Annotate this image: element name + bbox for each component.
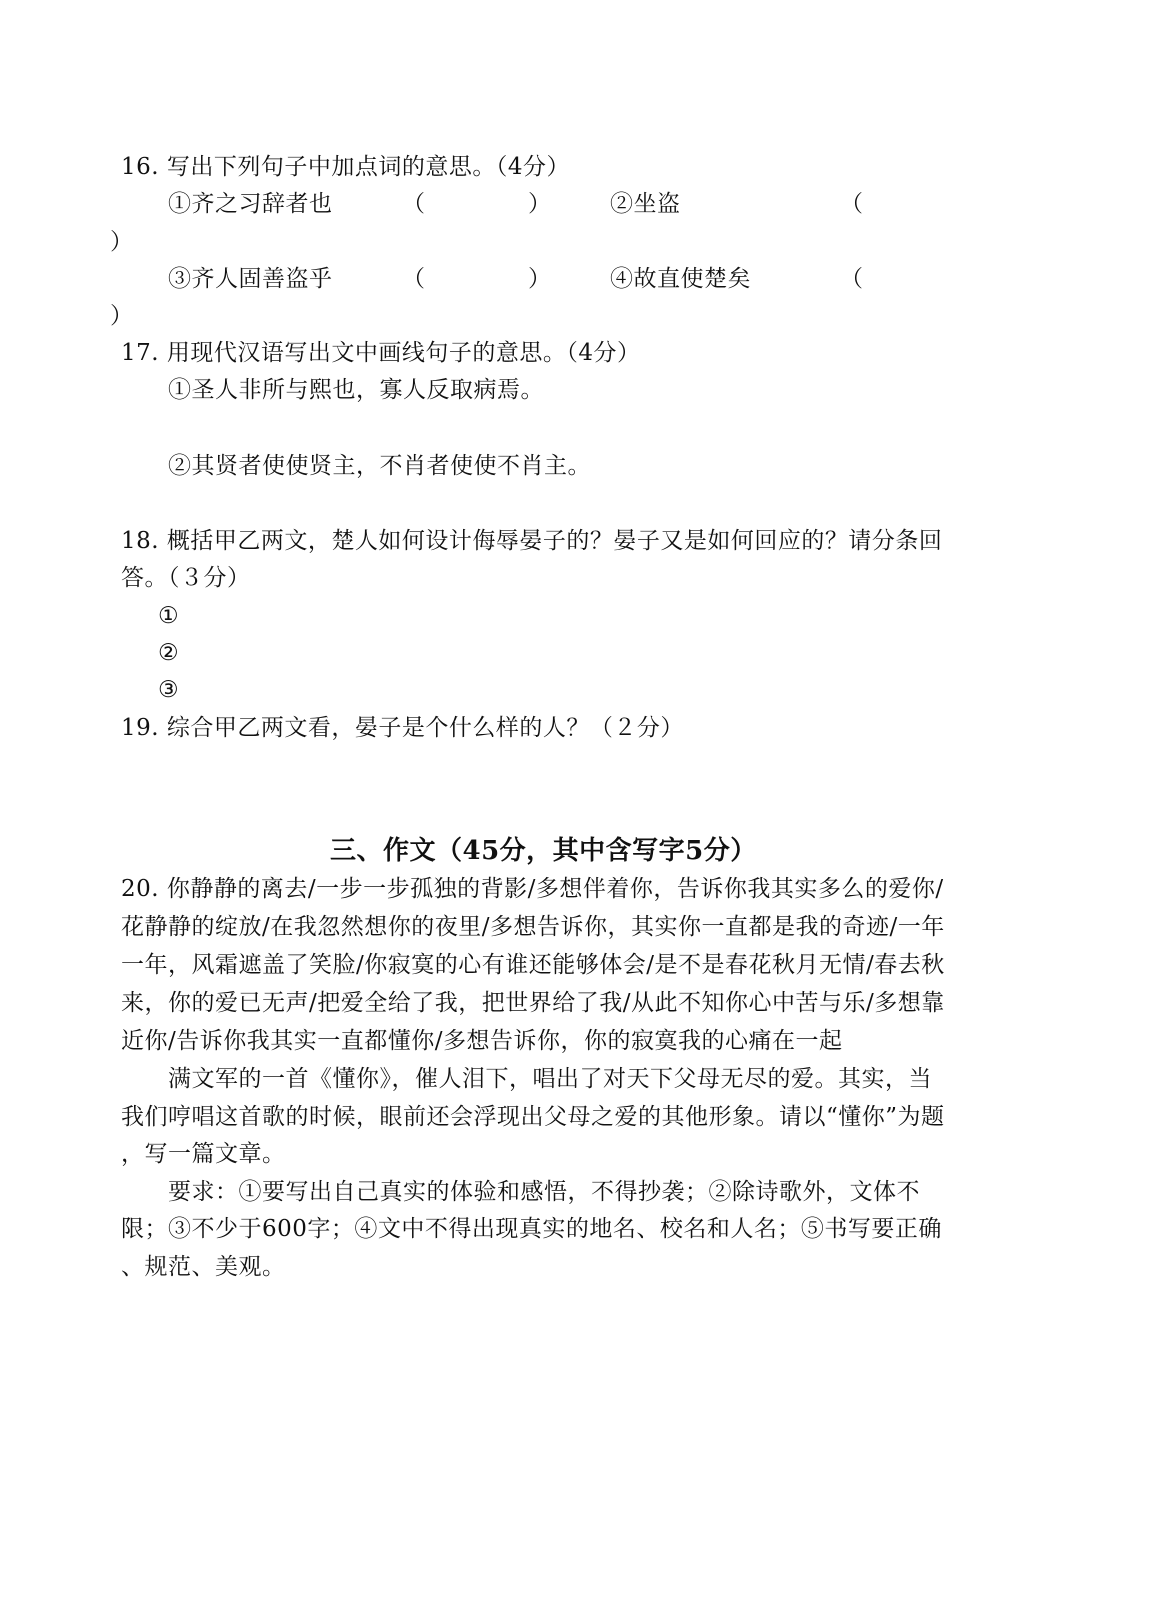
q20-line-2: 花静静的绽放/在我忽然想你的夜里/多想告诉你，其实你一直都是我的奇迹/一年 bbox=[121, 914, 945, 940]
q18-item-3: ③ bbox=[158, 677, 180, 703]
q20-para2-line-2: 我们哼唱这首歌的时候，眼前还会浮现出父母之爱的其他形象。请以“懂你”为题 bbox=[121, 1104, 945, 1130]
q16-item-4-close: ） bbox=[110, 303, 134, 329]
q16-item-1-open: （ bbox=[402, 191, 426, 217]
q20-requirements-line-3: 、规范、美观。 bbox=[121, 1254, 286, 1280]
q16-item-3-open: （ bbox=[402, 266, 426, 292]
q20-line-3: 一年，风霜遮盖了笑脸/你寂寞的心有谁还能够体会/是不是春花秋月无情/春去秋 bbox=[121, 952, 945, 978]
q16-item-2: ②坐盗 bbox=[610, 191, 681, 217]
q16-item-3: ③齐人固善盗乎 bbox=[168, 266, 333, 292]
q20-line-4: 来，你的爱已无声/把爱全给了我，把世界给了我/从此不知你心中苦与乐/多想靠 bbox=[121, 990, 945, 1016]
q16-item-3-close: ） bbox=[528, 266, 552, 292]
q20-line-1: 20. 你静静的离去/一步一步孤独的背影/多想伴着你，告诉你我其实多么的爱你/ bbox=[121, 876, 944, 902]
q20-line-5: 近你/告诉你我其实一直都懂你/多想告诉你，你的寂寞我的心痛在一起 bbox=[121, 1028, 843, 1054]
q20-requirements-line-1: 要求：①要写出自己真实的体验和感悟，不得抄袭；②除诗歌外，文体不 bbox=[168, 1179, 920, 1205]
q20-para2-line-3: ，写一篇文章。 bbox=[121, 1141, 286, 1167]
q18-stem-line2: 答。（３分） bbox=[121, 565, 251, 591]
q18-stem-line1: 18. 概括甲乙两文，楚人如何设计侮辱晏子的？晏子又是如何回应的？请分条回 bbox=[121, 528, 943, 554]
q16-item-2-open: （ bbox=[840, 191, 864, 217]
q16-stem: 16. 写出下列句子中加点词的意思。（4分） bbox=[121, 154, 571, 180]
q19-stem: 19. 综合甲乙两文看，晏子是个什么样的人？（２分） bbox=[121, 715, 684, 741]
q16-item-4-open: （ bbox=[840, 266, 864, 292]
q20-para2-line-1: 满文军的一首《懂你》，催人泪下，唱出了对天下父母无尽的爱。其实，当 bbox=[168, 1066, 932, 1092]
q18-item-1: ① bbox=[158, 603, 180, 629]
q16-item-1: ①齐之习辞者也 bbox=[168, 191, 333, 217]
q16-item-1-close: ） bbox=[528, 191, 552, 217]
q16-item-2-close: ） bbox=[110, 229, 134, 255]
section3-title: 三、作文（45分，其中含写字5分） bbox=[330, 836, 757, 866]
q17-item-1: ①圣人非所与熙也，寡人反取病焉。 bbox=[168, 377, 544, 403]
q17-stem: 17. 用现代汉语写出文中画线句子的意思。（4分） bbox=[121, 340, 641, 366]
q17-item-2: ②其贤者使使贤主，不肖者使使不肖主。 bbox=[168, 453, 591, 479]
q16-item-4: ④故直使楚矣 bbox=[610, 266, 751, 292]
q20-requirements-line-2: 限；③不少于600字；④文中不得出现真实的地名、校名和人名；⑤书写要正确 bbox=[121, 1216, 942, 1242]
q18-item-2: ② bbox=[158, 640, 180, 666]
